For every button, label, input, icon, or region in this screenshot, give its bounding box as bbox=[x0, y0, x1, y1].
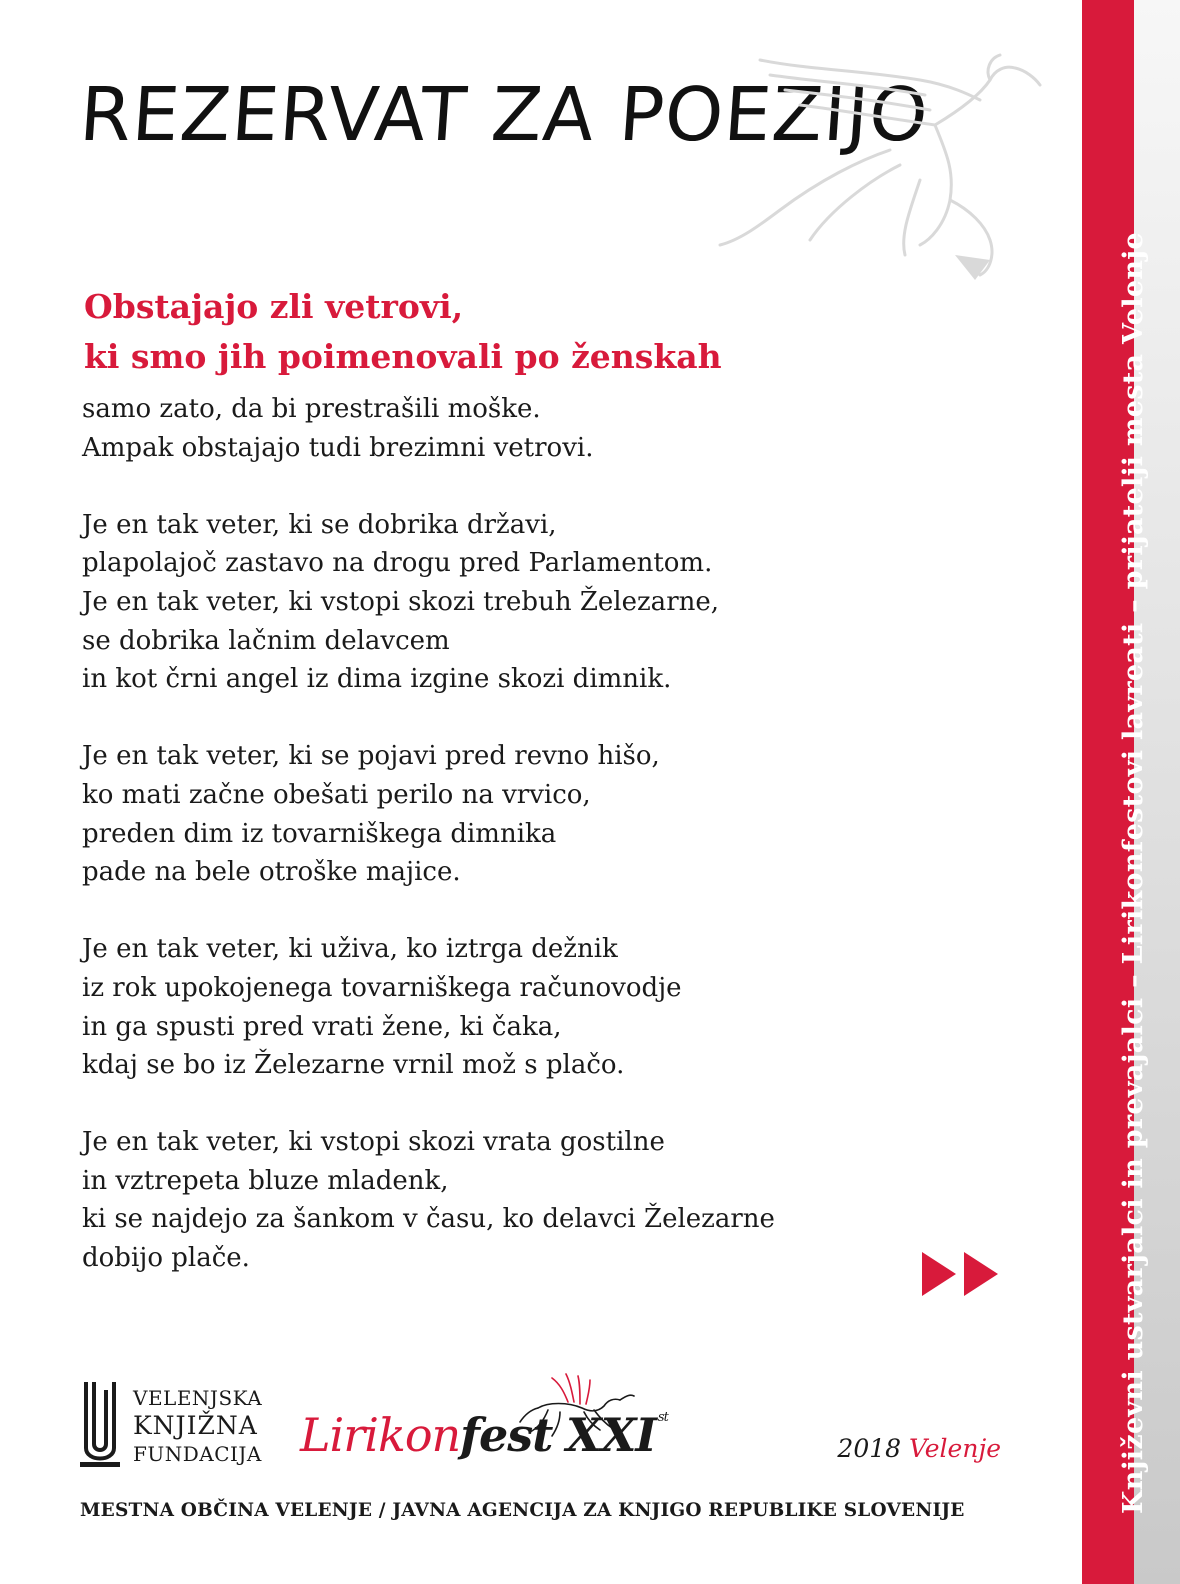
footer-logos bbox=[80, 1368, 1005, 1478]
lirikonfest-logo bbox=[300, 1368, 670, 1478]
poem-line: ki se najdejo za šankom v času, ko delavci Železarne bbox=[82, 1204, 775, 1235]
poem-line: plapolajoč zastavo na drogu pred Parlamentom. bbox=[82, 548, 713, 579]
vkf-line: FUNDACIJA bbox=[133, 1442, 262, 1466]
double-arrow-right-icon[interactable] bbox=[920, 1250, 1002, 1298]
poem-line: in vztrepeta bluze mladenk, bbox=[82, 1165, 449, 1196]
lirikon-fest: fest bbox=[460, 1408, 553, 1462]
poem-line: pade na bele otroške majice. bbox=[82, 857, 461, 888]
poem-line: dobijo plače. bbox=[82, 1243, 250, 1274]
poem-heading bbox=[84, 282, 722, 382]
poem-line: in kot črni angel iz dima izgine skozi dimnik. bbox=[82, 664, 672, 695]
page-title: REZERVAT ZA POEZIJO bbox=[76, 72, 932, 158]
poem-line: samo zato, da bi prestrašili moške. bbox=[82, 394, 541, 424]
poem-line: preden dim iz tovarniškega dimnika bbox=[82, 818, 557, 849]
poem-line: in ga spusti pred vrati žene, ki čaka, bbox=[82, 1011, 562, 1042]
poem-line: Je en tak veter, ki vstopi skozi trebuh Železarne, bbox=[82, 586, 720, 617]
lirikon-xxi: XXI bbox=[566, 1408, 656, 1462]
lirikon-on: on bbox=[404, 1408, 461, 1462]
year-city bbox=[837, 1434, 1001, 1463]
side-band-text: Književni ustvarjalci in prevajalci – Lirikonfestovi lavreati – prijatelji mesta Velenje bbox=[1118, 232, 1149, 1514]
city: Velenje bbox=[909, 1434, 1001, 1463]
publishers-line: MESTNA OBČINA VELENJE / JAVNA AGENCIJA ZA KNJIGO REPUBLIKE SLOVENIJE bbox=[80, 1500, 965, 1521]
lirikon-sup: st bbox=[657, 1410, 668, 1425]
pegasus-watermark-icon bbox=[690, 40, 1070, 290]
stanza-break bbox=[82, 467, 775, 506]
stanza-break bbox=[82, 699, 775, 738]
poem-line: Ampak obstajajo tudi brezimni vetrovi. bbox=[82, 432, 594, 463]
poem-line: Je en tak veter, ki uživa, ko iztrga dežnik bbox=[82, 934, 618, 965]
year: 2018 bbox=[837, 1434, 902, 1463]
stanza-break bbox=[82, 1085, 775, 1124]
poem-line: iz rok upokojenega tovarniškega računovodje bbox=[82, 972, 682, 1003]
lirikon-red: Lirik bbox=[300, 1408, 405, 1462]
vkf-logo bbox=[80, 1382, 280, 1472]
vkf-line: VELENJSKA bbox=[133, 1386, 263, 1410]
book-clip-icon bbox=[80, 1382, 120, 1468]
poem-line: kdaj se bo iz Železarne vrnil mož s plačo. bbox=[82, 1050, 625, 1081]
poem-heading-line: ki smo jih poimenovali po ženskah bbox=[84, 337, 722, 376]
poem-line: se dobrika lačnim delavcem bbox=[82, 625, 450, 656]
poem-body bbox=[82, 390, 775, 1278]
vkf-wordmark bbox=[133, 1384, 262, 1468]
lirikonfest-wordmark bbox=[300, 1408, 668, 1462]
poem-heading-line: Obstajajo zli vetrovi, bbox=[84, 287, 464, 326]
poem-line: ko mati začne obešati perilo na vrvico, bbox=[82, 779, 591, 810]
poem-line: Je en tak veter, ki se pojavi pred revno hišo, bbox=[82, 741, 660, 772]
stanza-break bbox=[82, 892, 775, 931]
poem-line: Je en tak veter, ki se dobrika državi, bbox=[82, 509, 557, 540]
vkf-line: KNJIŽNA bbox=[133, 1411, 258, 1440]
poem-line: Je en tak veter, ki vstopi skozi vrata gostilne bbox=[82, 1127, 665, 1158]
